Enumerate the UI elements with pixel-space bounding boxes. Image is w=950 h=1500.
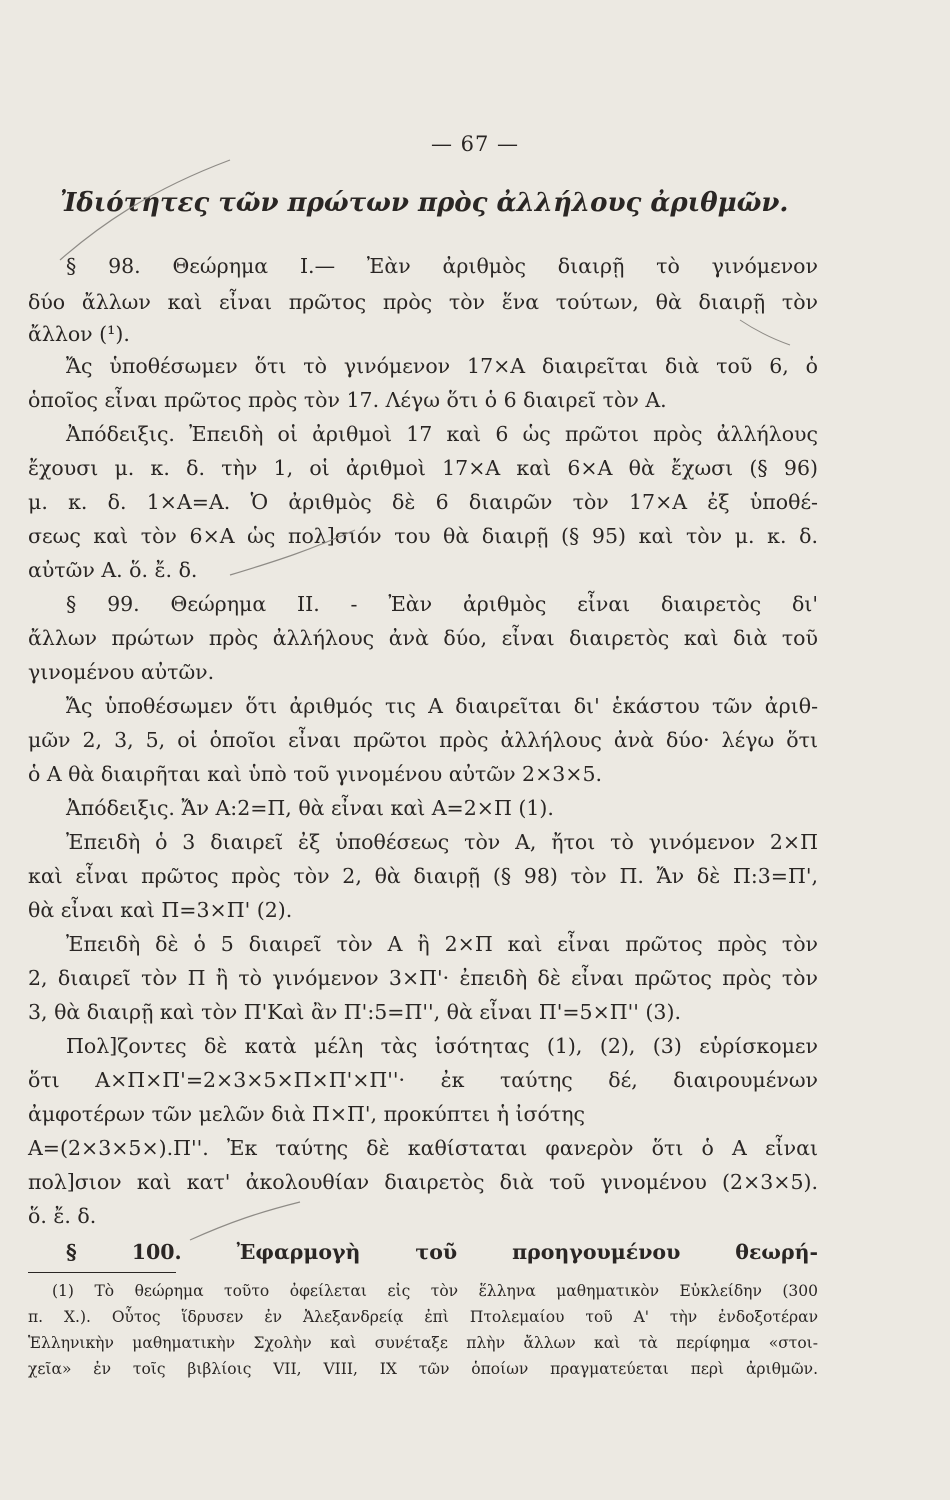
- text-line: μῶν 2, 3, 5, οἱ ὁποῖοι εἶναι πρῶτοι πρὸς ἀλλήλους ἀνὰ δύο· λέγω ὅτι: [28, 728, 818, 752]
- text-line: ἄλλων πρώτων πρὸς ἀλλήλους ἀνὰ δύο, εἶναι διαιρετὸς καὶ διὰ τοῦ: [28, 626, 818, 650]
- pencil-stroke: [740, 320, 790, 345]
- text-line: Ἐπειδὴ ὁ 3 διαιρεῖ ἐξ ὑποθέσεως τὸν Α, ἤτοι τὸ γινόμενον 2×Π: [66, 830, 818, 854]
- text-line: Ἄς ὑποθέσωμεν ὅτι τὸ γινόμενον 17×Α διαιρεῖται διὰ τοῦ 6, ὁ: [66, 354, 818, 378]
- text-line: Πολ]ζοντες δὲ κατὰ μέλη τὰς ἰσότητας (1), (2), (3) εὑρίσκομεν: [66, 1034, 818, 1058]
- text-line: Ἄς ὑποθέσωμεν ὅτι ἀριθμός τις Α διαιρεῖται δι' ἑκάστου τῶν ἀριθ-: [66, 694, 818, 718]
- text-line: ὅτι Α×Π×Π'=2×3×5×Π×Π'×Π''· ἐκ ταύτης δέ, διαιρουμένων: [28, 1068, 818, 1092]
- text-line: Ἀπόδειξις. Ἐπειδὴ οἱ ἀριθμοὶ 17 καὶ 6 ὡς πρῶτοι πρὸς ἀλλήλους: [66, 422, 818, 446]
- text-line: Ἀπόδειξις. Ἄν Α:2=Π, θὰ εἶναι καὶ Α=2×Π (1).: [66, 796, 554, 820]
- theorem-2-title: § 99. Θεώρημα ΙΙ. - Ἐὰν ἀριθμὸς εἶναι διαιρετὸς δι': [66, 592, 818, 616]
- text-line: αὐτῶν Α. ὅ. ἔ. δ.: [28, 558, 198, 582]
- footnote-line: χεῖα» ἐν τοῖς βιβλίοις VII, VIII, IX τῶν ὁποίων πραγματεύεται περὶ ἀριθμῶν.: [28, 1360, 818, 1378]
- text-line: δύο ἄλλων καὶ εἶναι πρῶτος πρὸς τὸν ἕνα τούτων, θὰ διαιρῇ τὸν: [28, 290, 818, 314]
- text-line: ἔχουσι μ. κ. δ. τὴν 1, οἱ ἀριθμοὶ 17×Α καὶ 6×Α θὰ ἔχωσι (§ 96): [28, 456, 818, 480]
- theorem-1-title: § 98. Θεώρημα Ι.— Ἐὰν ἀριθμὸς διαιρῇ τὸ γινόμενον: [66, 254, 818, 278]
- text-line: θὰ εἶναι καὶ Π=3×Π' (2).: [28, 898, 293, 922]
- pencil-stroke: [60, 160, 230, 260]
- text-line: ἀμφοτέρων τῶν μελῶν διὰ Π×Π', προκύπτει ἡ ἰσότης: [28, 1102, 585, 1126]
- footnote-line: (1) Τὸ θεώρημα τοῦτο ὀφείλεται εἰς τὸν ἕλληνα μαθηματικὸν Εὐκλείδην (300: [52, 1282, 818, 1300]
- text-line: ὁποῖος εἶναι πρῶτος πρὸς τὸν 17. Λέγω ὅτι ὁ 6 διαιρεῖ τὸν Α.: [28, 388, 667, 412]
- text-line: 2, διαιρεῖ τὸν Π ἢ τὸ γινόμενον 3×Π'· ἐπειδὴ δὲ εἶναι πρῶτος πρὸς τὸν: [28, 966, 818, 990]
- section-heading: Ἰδιότητες τῶν πρώτων πρὸς ἀλλήλους ἀριθμῶν.: [60, 188, 789, 218]
- text-line: μ. κ. δ. 1×Α=Α. Ὁ ἀριθμὸς δὲ 6 διαιρῶν τὸν 17×Α ἐξ ὑποθέ-: [28, 490, 818, 514]
- text-line: ὁ Α θὰ διαιρῆται καὶ ὑπὸ τοῦ γινομένου αὐτῶν 2×3×5.: [28, 762, 603, 786]
- text-line: Ἐπειδὴ δὲ ὁ 5 διαιρεῖ τὸν Α ἢ 2×Π καὶ εἶναι πρῶτος πρὸς τὸν: [66, 932, 818, 956]
- pencil-stroke: [190, 1202, 300, 1240]
- text-line: Α=(2×3×5×).Π''. Ἐκ ταύτης δὲ καθίσταται φανερὸν ὅτι ὁ Α εἶναι: [28, 1136, 818, 1160]
- text-line: 3, θὰ διαιρῇ καὶ τὸν Π'Καὶ ἂν Π':5=Π'', θὰ εἶναι Π'=5×Π'' (3).: [28, 1000, 681, 1024]
- text-line: ὅ. ἔ. δ.: [28, 1204, 97, 1228]
- text-line: καὶ εἶναι πρῶτος πρὸς τὸν 2, θὰ διαιρῇ (§ 98) τὸν Π. Ἄν δὲ Π:3=Π',: [28, 864, 818, 888]
- page-number: — 67 —: [430, 132, 520, 156]
- section-100-title: § 100. Ἐφαρμογὴ τοῦ προηγουμένου θεωρή-: [66, 1240, 818, 1264]
- pencil-stroke: [230, 530, 355, 575]
- text-line: γινομένου αὐτῶν.: [28, 660, 215, 684]
- text-line: σεως καὶ τὸν 6×Α ὡς πολ]σιόν του θὰ διαιρῇ (§ 95) καὶ τὸν μ. κ. δ.: [28, 524, 818, 548]
- text-line: ἄλλον (¹).: [28, 322, 130, 346]
- text-line: πολ]σιον καὶ κατ' ἀκολουθίαν διαιρετὸς διὰ τοῦ γινομένου (2×3×5).: [28, 1170, 818, 1194]
- footnote-line: π. Χ.). Οὗτος ἵδρυσεν ἐν Ἀλεξανδρείᾳ ἐπὶ Πτολεμαίου τοῦ Α' τὴν ἐνδοξοτέραν: [28, 1308, 818, 1326]
- footnote-line: Ἑλληνικὴν μαθηματικὴν Σχολὴν καὶ συνέταξε πλὴν ἄλλων καὶ τὰ περίφημα «στοι-: [28, 1334, 818, 1352]
